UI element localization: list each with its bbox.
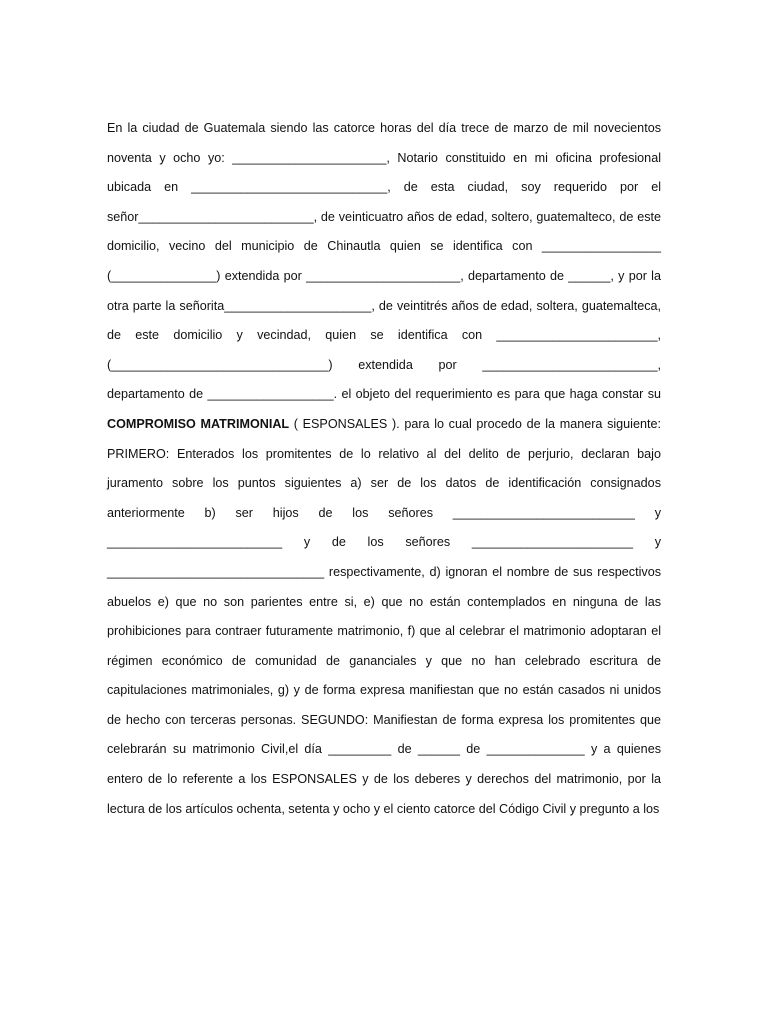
body-text-segment: ( ESPONSALES ). para lo cual procedo de la manera siguiente: PRIMERO: Enterados los promitentes de lo relativo al del delito de perjurio, declaran bajo juramento sobre los puntos siguientes a) ser de los datos de identificación consignados anteriormente b) ser hijos de los señores __________________________ y _________________________ y de los señores _______________________ y _______________________________ respectivamente, d) ignoran el nombre de sus respectivos abuelos e) que no son parientes entre si, e) que no están contemplados en ninguna de las prohibiciones para contraer futuramente matrimonio, f) que al celebrar el matrimonio adoptaran el régimen económico de comunidad de gananciales y que no han celebrado escritura de capitulaciones matrimoniales, g) y de forma expresa manifiestan que no están casados ni unidos de hecho con terceras personas. SEGUNDO: Manifiestan de forma expresa los promitentes que celebrarán su matrimonio Civil,el día _________ de ______ de ______________ y a quienes entero de lo referente a los ESPONSALES y de los deberes y derechos del matrimonio, por la lectura de los artículos ochenta, setenta y ocho y el ciento catorce del Código Civil y pregunto a los [107,416,661,816]
bold-heading-compromiso-matrimonial: COMPROMISO MATRIMONIAL [107,416,290,431]
body-text-segment: En la ciudad de Guatemala siendo las catorce horas del día trece de marzo de mil novecientos noventa y ocho yo: ______________________, Notario constituido en mi oficina profesional ubicada en ____________________________, de esta ciudad, soy requerido por el señor_________________________, de veinticuatro años de edad, soltero, guatemalteco, de este domicilio, vecino del municipio de Chinautla quien se identifica con _________________ (_______________) extendida por ______________________, departamento de ______, y por la otra parte la señorita_____________________, de veintitrés años de edad, soltera, guatemalteca, de este domicilio y vecindad, quien se identifica con _______________________, (_______________________________) extendida por _________________________, departamento de __________________. el objeto del requerimiento es para que haga constar su [107,121,661,402]
document-body-paragraph [107,114,661,824]
